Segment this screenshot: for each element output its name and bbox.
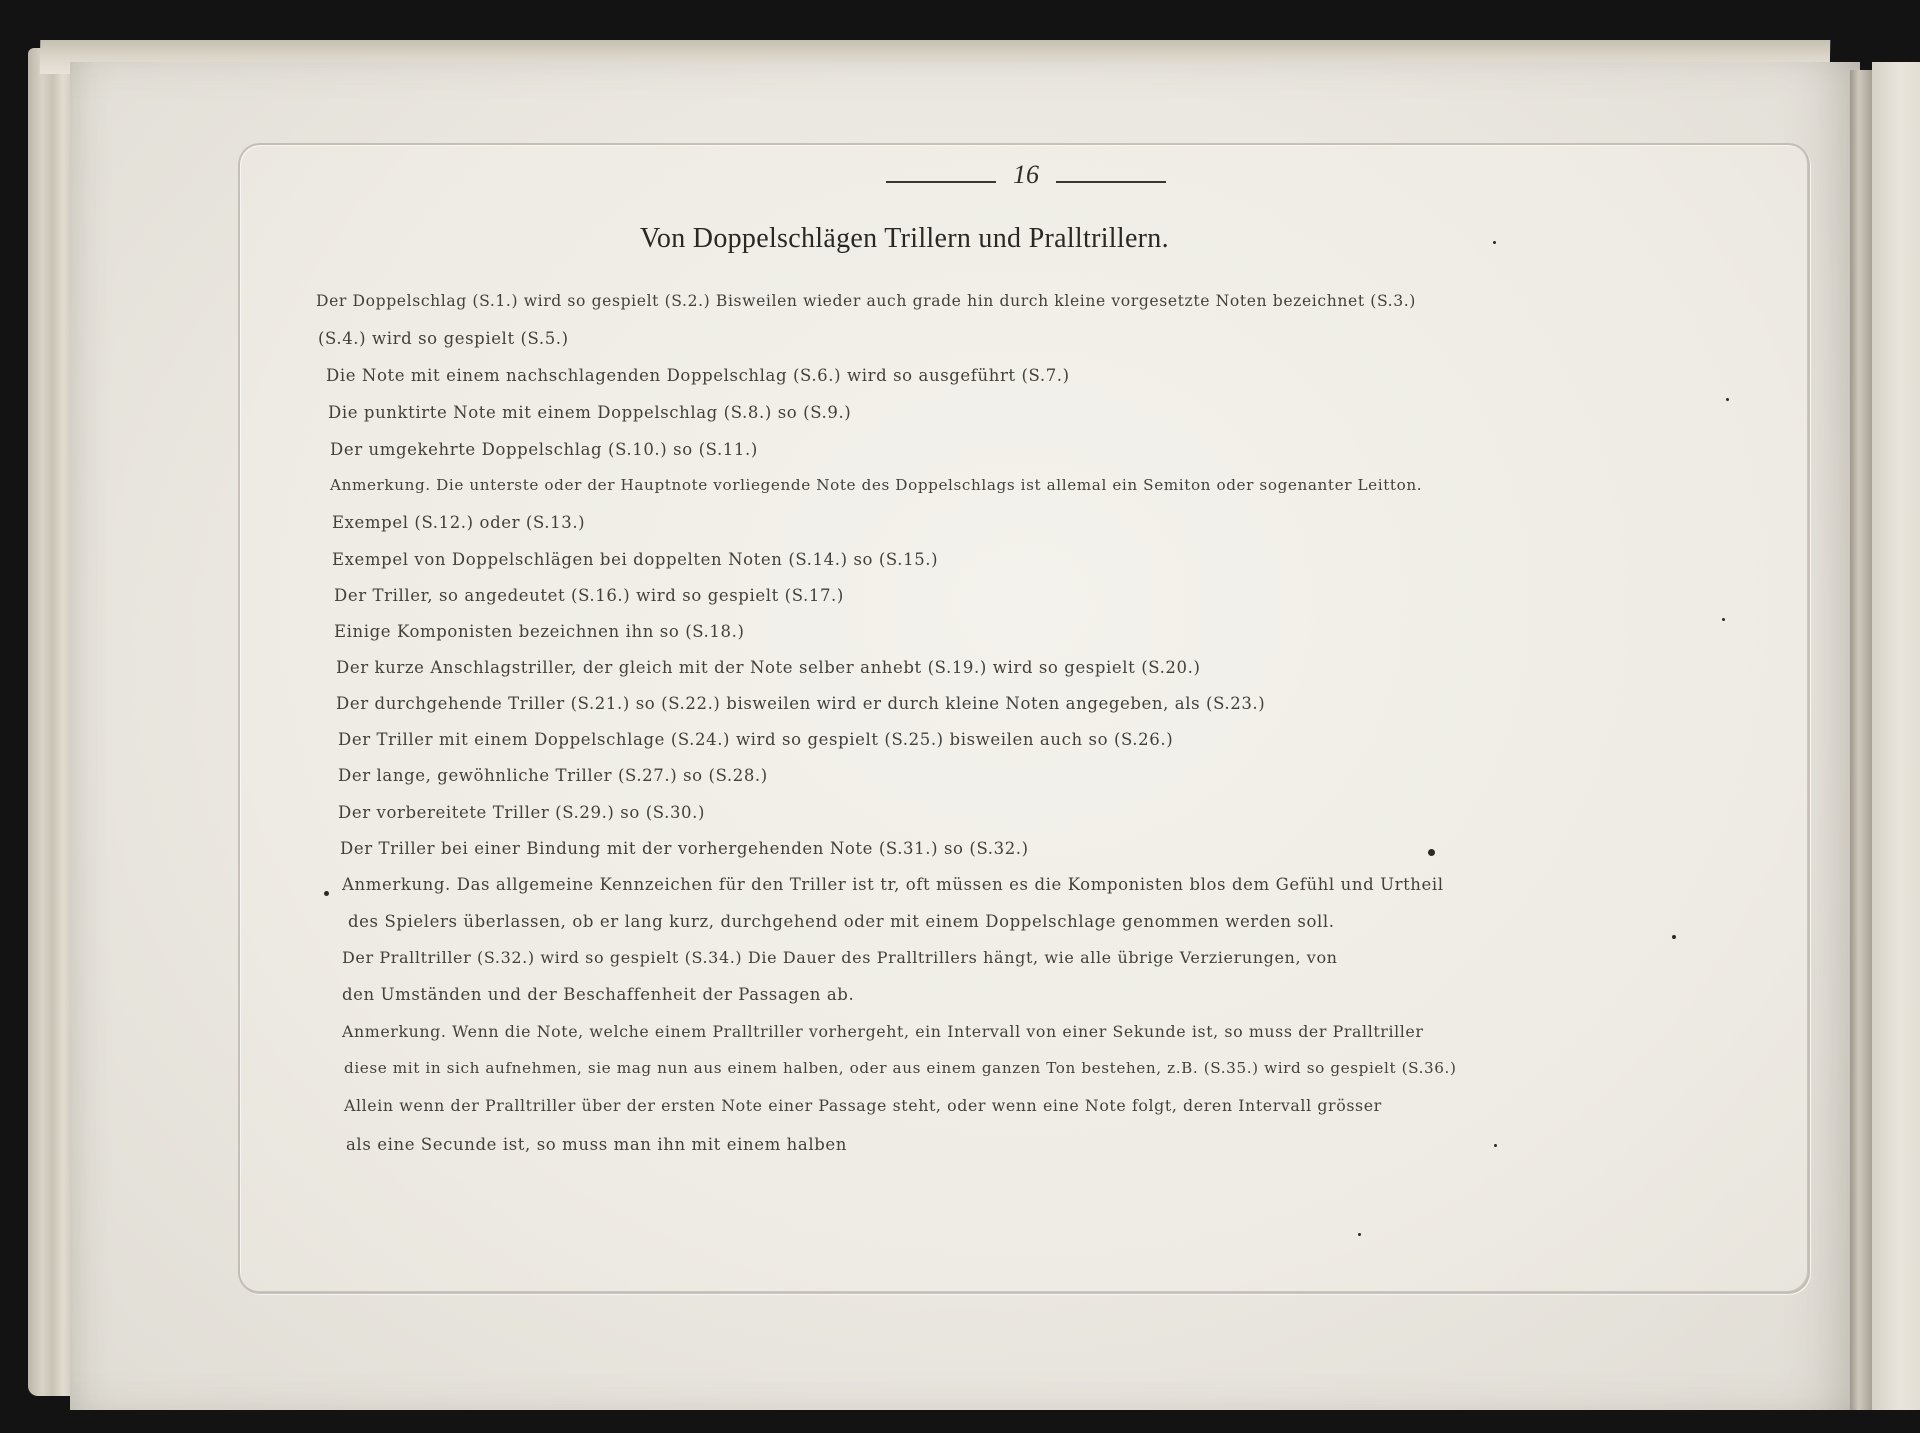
text-line: Der durchgehende Triller (S.21.) so (S.22.) bisweilen wird er durch kleine Noten angegeben, als (S.23.) bbox=[336, 694, 1266, 713]
ink-speck bbox=[1726, 398, 1729, 401]
text-line: Die Note mit einem nachschlagenden Doppelschlag (S.6.) wird so ausgeführt (S.7.) bbox=[326, 366, 1070, 385]
text-line: Der vorbereitete Triller (S.29.) so (S.30.) bbox=[338, 803, 706, 822]
text-line: Anmerkung. Das allgemeine Kennzeichen für den Triller ist tr, oft müssen es die Komponisten blos dem Gefühl und Urtheil bbox=[342, 875, 1444, 894]
ink-speck bbox=[1672, 935, 1676, 939]
text-line: Die punktirte Note mit einem Doppelschlag (S.8.) so (S.9.) bbox=[328, 403, 852, 422]
text-line: Exempel von Doppelschlägen bei doppelten Noten (S.14.) so (S.15.) bbox=[332, 550, 939, 569]
ink-speck bbox=[1722, 618, 1725, 621]
ink-speck bbox=[1494, 1144, 1497, 1147]
text-line: Allein wenn der Pralltriller über der ersten Note einer Passage steht, oder wenn eine Note folgt, deren Intervall grösser bbox=[344, 1096, 1382, 1115]
text-line: den Umständen und der Beschaffenheit der Passagen ab. bbox=[342, 985, 855, 1004]
text-line: Der Triller, so angedeutet (S.16.) wird so gespielt (S.17.) bbox=[334, 586, 844, 605]
ink-speck bbox=[324, 891, 329, 896]
page-title: Von Doppelschlägen Trillern und Pralltrillern. bbox=[640, 223, 1169, 254]
text-line: Der Triller bei einer Bindung mit der vorhergehenden Note (S.31.) so (S.32.) bbox=[340, 839, 1029, 858]
text-line: Einige Komponisten bezeichnen ihn so (S.18.) bbox=[334, 622, 745, 641]
text-line: (S.4.) wird so gespielt (S.5.) bbox=[318, 329, 569, 348]
text-line: Der Triller mit einem Doppelschlage (S.24.) wird so gespielt (S.25.) bisweilen auch so (S.26.) bbox=[338, 730, 1174, 749]
ink-speck bbox=[1493, 241, 1496, 244]
text-line: Der Pralltriller (S.32.) wird so gespielt (S.34.) Die Dauer des Pralltrillers hängt, wie alle übrige Verzierungen, von bbox=[342, 948, 1338, 967]
ink-speck bbox=[1358, 1233, 1361, 1236]
ink-speck bbox=[1428, 849, 1435, 856]
text-line: Anmerkung. Die unterste oder der Hauptnote vorliegende Note des Doppelschlags ist allemal ein Semiton oder sogenanter Leitton. bbox=[330, 476, 1423, 494]
text-line: Anmerkung. Wenn die Note, welche einem Pralltriller vorhergeht, ein Intervall von einer Sekunde ist, so muss der Pralltriller bbox=[342, 1022, 1424, 1041]
text-line: als eine Secunde ist, so muss man ihn mit einem halben bbox=[346, 1135, 847, 1154]
page-number: 16 bbox=[886, 160, 1166, 190]
text-line: Exempel (S.12.) oder (S.13.) bbox=[332, 513, 586, 532]
text-line: diese mit in sich aufnehmen, sie mag nun aus einem halben, oder aus einem ganzen Ton bestehen, z.B. (S.35.) wird so gespielt (S.36.) bbox=[344, 1059, 1457, 1077]
text-line: Der kurze Anschlagstriller, der gleich mit der Note selber anhebt (S.19.) wird so gespielt (S.20.) bbox=[336, 658, 1201, 677]
text-line: Der Doppelschlag (S.1.) wird so gespielt (S.2.) Bisweilen wieder auch grade hin durch kleine vorgesetzte Noten bezeichnet (S.3.) bbox=[316, 292, 1416, 310]
text-line: des Spielers überlassen, ob er lang kurz, durchgehend oder mit einem Doppelschlage genommen werden soll. bbox=[348, 912, 1335, 931]
text-line: Der umgekehrte Doppelschlag (S.10.) so (S.11.) bbox=[330, 440, 758, 459]
text-line: Der lange, gewöhnliche Triller (S.27.) so (S.28.) bbox=[338, 766, 768, 785]
